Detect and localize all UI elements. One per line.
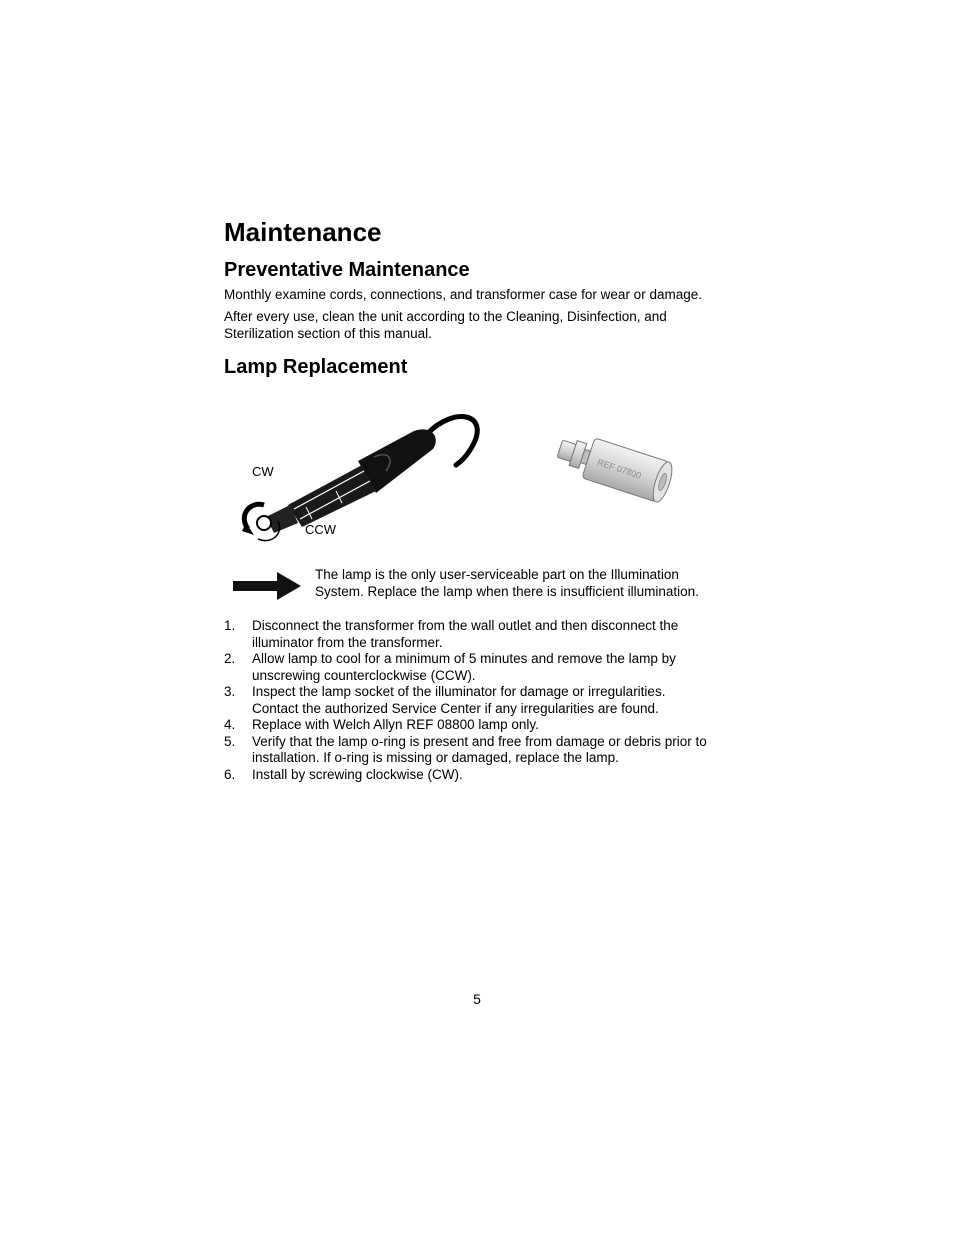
preventative-maintenance-heading: Preventative Maintenance	[224, 259, 470, 281]
step-text-line-1: Inspect the lamp socket of the illuminator for damage or irregularities.	[252, 684, 666, 699]
lamp-note-line-1: The lamp is the only user-serviceable part on the Illumination	[315, 567, 679, 582]
list-item	[224, 651, 744, 684]
step-text-line-2: unscrewing counterclockwise (CCW).	[252, 667, 476, 683]
step-number: 4.	[224, 717, 236, 732]
step-text-line-1: Disconnect the transformer from the wall outlet and then disconnect the	[252, 618, 679, 633]
step-number: 5.	[224, 733, 236, 749]
step-number: 3.	[224, 684, 236, 699]
list-item	[224, 767, 744, 784]
preventative-paragraph-1: Monthly examine cords, connections, and transformer case for wear or damage.	[224, 287, 702, 302]
page-title: Maintenance	[224, 217, 382, 247]
lamp-replacement-heading: Lamp Replacement	[224, 356, 408, 378]
step-text-line-1: Replace with Welch Allyn REF 08800 lamp only.	[252, 717, 539, 732]
cw-label: CW	[252, 464, 274, 479]
step-text-line-1: Install by screwing clockwise (CW).	[252, 766, 463, 782]
lamp-ref-text: REF 07800	[596, 457, 643, 481]
step-text-line-1: Allow lamp to cool for a minimum of 5 minutes and remove the lamp by	[252, 651, 676, 666]
preventative-paragraph-2-line-2: Sterilization section of this manual.	[224, 326, 432, 341]
step-number: 1.	[224, 618, 236, 633]
step-text-line-2: Contact the authorized Service Center if any irregularities are found.	[252, 700, 659, 716]
list-item	[224, 717, 744, 734]
lamp-replacement-steps	[224, 618, 744, 783]
list-item	[224, 618, 744, 651]
list-item	[224, 684, 744, 717]
step-text-line-2: installation. If o-ring is missing or damaged, replace the lamp.	[252, 750, 619, 765]
lamp-illustration	[552, 430, 680, 510]
lamp-note-line-2: System. Replace the lamp when there is insufficient illumination.	[315, 584, 699, 599]
ccw-label: CCW	[305, 522, 337, 537]
step-number: 6.	[224, 766, 236, 782]
list-item	[224, 734, 744, 767]
step-text-line-1: Verify that the lamp o-ring is present and free from damage or debris prior to	[252, 733, 707, 749]
step-number: 2.	[224, 651, 236, 666]
page-number: 5	[473, 991, 481, 1007]
arrow-right-icon	[231, 570, 303, 602]
step-text-line-2: illuminator from the transformer.	[252, 634, 443, 650]
preventative-paragraph-2-line-1: After every use, clean the unit according to the Cleaning, Disinfection, and	[224, 309, 667, 324]
